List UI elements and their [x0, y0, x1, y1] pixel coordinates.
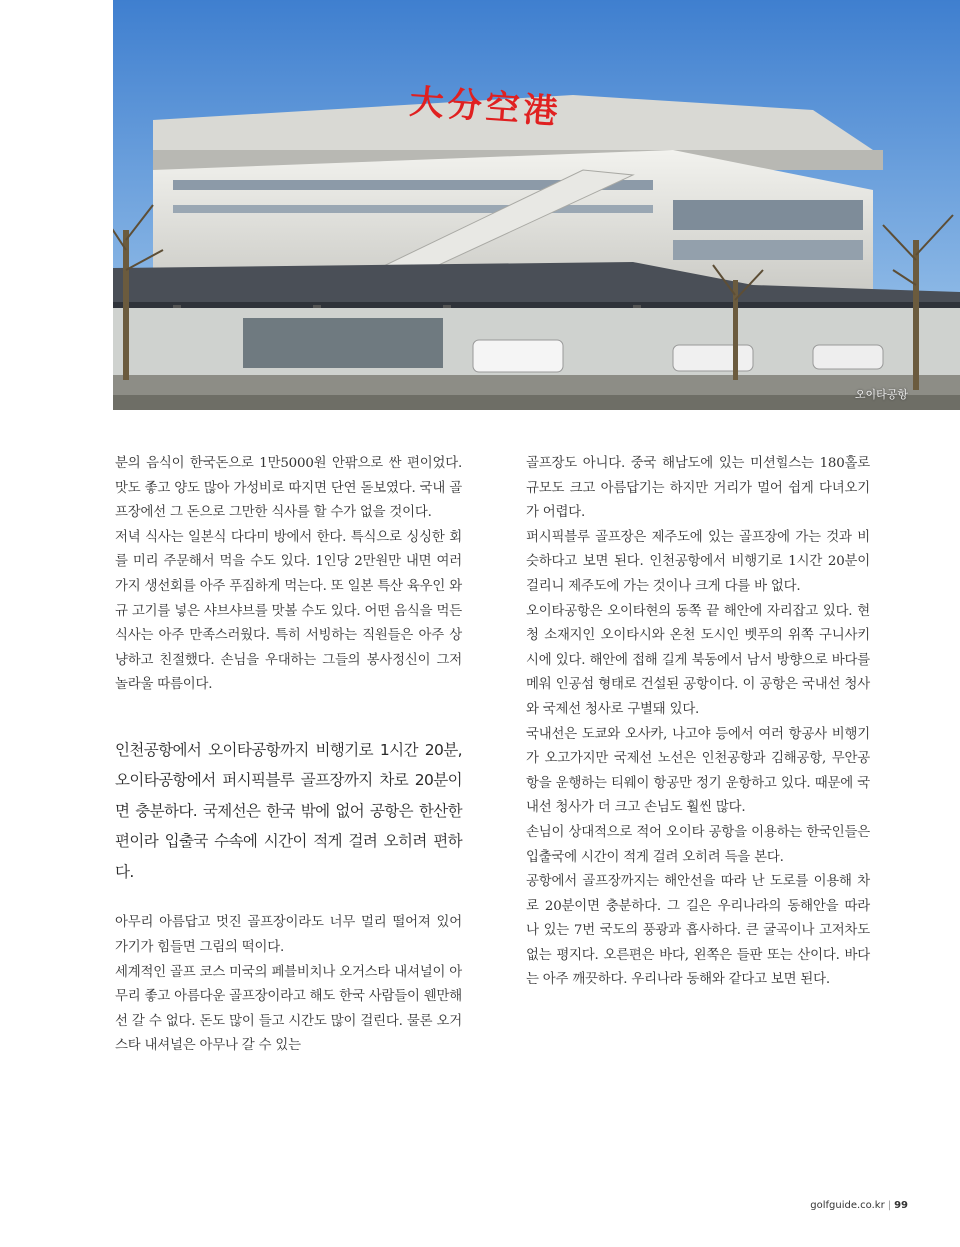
paragraph: 오이타공항은 오이타현의 동쪽 끝 해안에 자리잡고 있다. 현청 소재지인 오이타시와 온천 도시인 벳푸의 위쪽 구니사키시에 있다. 해안에 접해 길게 북동에서 남서 방향으로 바다를 메워 인공섬 형태로 건설된 공항이다. 이 공항은 국내선 청사와 국제선 청사로 구별돼 있다.	[526, 603, 870, 717]
left-column	[115, 452, 462, 1059]
footer-separator: |	[887, 1200, 892, 1211]
pull-quote: 인천공항에서 오이타공항까지 비행기로 1시간 20분, 오이타공항에서 퍼시픽블루 골프장까지 차로 20분이면 충분하다. 국제선은 한국 밖에 없어 공항은 한산한 편이라 입출국 수속에 시간이 적게 걸려 오히려 편하다.	[115, 740, 462, 881]
paragraph: 세계적인 골프 코스 미국의 페블비치나 오거스타 내셔널이 아무리 좋고 아름다운 골프장이라고 해도 한국 사람들이 웬만해선 갈 수 없다. 돈도 많이 들고 시간도 많이 걸린다. 물론 오거스타 내셔널은 아무나 갈 수 있는	[115, 964, 462, 1054]
page-footer	[810, 1200, 908, 1211]
right-column	[526, 452, 870, 993]
page-number: 99	[894, 1200, 908, 1211]
paragraph: 국내선은 도쿄와 오사카, 나고야 등에서 여러 항공사 비행기가 오고가지만 국제선 노선은 인천공항과 김해공항, 무안공항을 운행하는 티웨이 항공만 정기 운항하고 있다. 때문에 국내선 청사가 더 크고 손님도 훨씬 많다.	[526, 726, 870, 816]
paragraph: 분의 음식이 한국돈으로 1만5000원 안팎으로 싼 편이었다. 맛도 좋고 양도 많아 가성비로 따지면 단연 돋보였다. 국내 골프장에선 그 돈으로 그만한 식사를 할 수가 없을 것이다.	[115, 456, 462, 521]
paragraph: 손님이 상대적으로 적어 오이타 공항을 이용하는 한국인들은 입출국에 시간이 적게 걸려 오히려 득을 본다.	[526, 824, 870, 865]
airport-sign-text: 大分空港	[408, 81, 563, 133]
paragraph: 저녁 식사는 일본식 다다미 방에서 한다. 특식으로 싱싱한 회를 미리 주문해서 먹을 수도 있다. 1인당 2만원만 내면 여러 가지 생선회를 아주 푸짐하게 먹는다. 또 일본 특산 육우인 와규 고기를 넣은 샤브샤브를 맛볼 수도 있다. 어떤 음식을 먹든 식사는 아주 만족스러웠다. 특히 서빙하는 직원들은 아주 상냥하고 친절했다. 손님을 우대하는 그들의 봉사정신이 그저 놀라울 따름이다.	[115, 529, 462, 693]
paragraph: 골프장도 아니다. 중국 해남도에 있는 미션힐스는 180홀로 규모도 크고 아름답기는 하지만 거리가 멀어 쉽게 다녀오기가 어렵다.	[526, 456, 870, 521]
paragraph: 공항에서 골프장까지는 해안선을 따라 난 도로를 이용해 차로 20분이면 충분하다. 그 길은 우리나라의 동해안을 따라 나 있는 7번 국도의 풍광과 흡사하다. 큰 굴곡이나 고저차도 없는 평지다. 오른편은 바다, 왼쪽은 들판 또는 산이다. 바다는 아주 깨끗하다. 우리나라 동해와 같다고 보면 된다.	[526, 874, 870, 988]
site-url: golfguide.co.kr	[810, 1200, 885, 1211]
photo-caption: 오이타공항	[854, 388, 908, 401]
airport-photo	[113, 0, 960, 410]
paragraph: 퍼시픽블루 골프장은 제주도에 있는 골프장에 가는 것과 비슷하다고 보면 된다. 인천공항에서 비행기로 1시간 20분이 걸리니 제주도에 가는 것이나 크게 다를 바 없다.	[526, 529, 870, 594]
airport-illustration	[113, 0, 960, 410]
paragraph: 아무리 아름답고 멋진 골프장이라도 너무 멀리 떨어져 있어 가기가 힘들면 그림의 떡이다.	[115, 915, 462, 956]
